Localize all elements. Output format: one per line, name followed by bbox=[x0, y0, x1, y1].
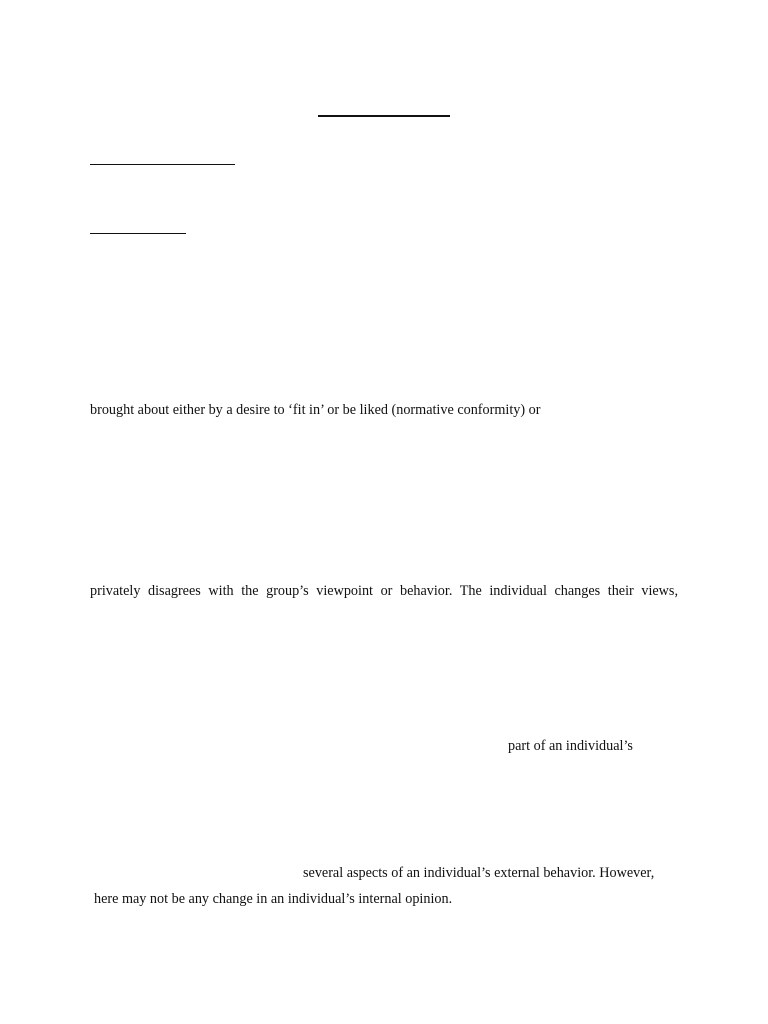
heading-underline-2 bbox=[90, 233, 186, 234]
heading-underline-1 bbox=[90, 164, 235, 165]
text-line-internal-opinion: here may not be any change in an individual’s internal opinion. bbox=[94, 891, 453, 907]
text-line-normative-conformity: brought about either by a desire to ‘fit in’ or be liked (normative conformity) or bbox=[90, 402, 541, 418]
title-underline bbox=[318, 115, 450, 117]
text-line-private-disagreement: privately disagrees with the group’s viewpoint or behavior. The individual changes their views, bbox=[90, 583, 678, 599]
text-line-part-of-individual: part of an individual’s bbox=[508, 738, 633, 754]
text-line-external-behavior: several aspects of an individual’s external behavior. However, bbox=[303, 865, 655, 881]
